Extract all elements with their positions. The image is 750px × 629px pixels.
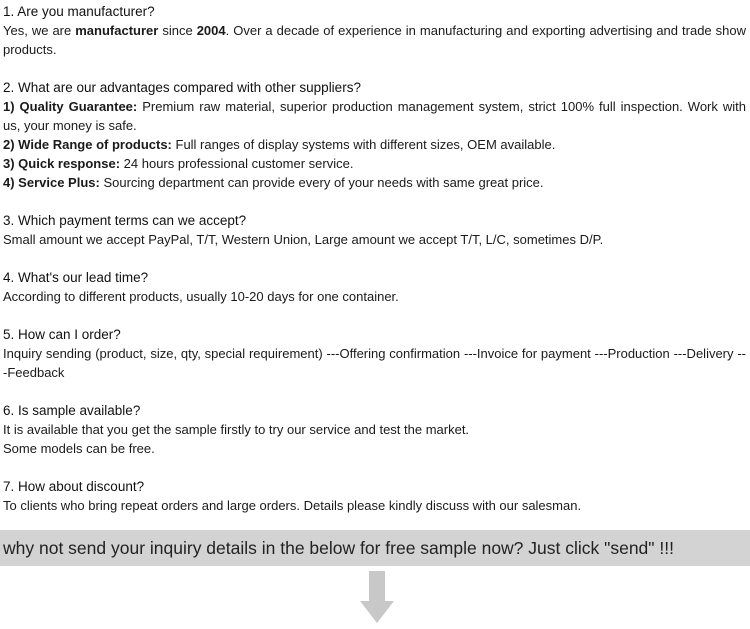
faq-answer: Yes, we are manufacturer since 2004. Over a decade of experience in manufacturing and exporting advertising and trade show products. bbox=[3, 23, 747, 57]
faq-item-discount bbox=[3, 477, 746, 515]
faq-item-advantages bbox=[3, 78, 746, 192]
advantage-point: 2) Wide Range of products: Full ranges of display systems with different sizes, OEM available. bbox=[3, 137, 556, 152]
faq-question: 1. Are you manufacturer? bbox=[3, 4, 155, 19]
faq-question: 2. What are our advantages compared with other suppliers? bbox=[3, 80, 361, 95]
advantage-point: 3) Quick response: 24 hours professional customer service. bbox=[3, 156, 354, 171]
advantage-point: 1) Quality Guarantee: Premium raw material, superior production management system, strict 100% full inspection. Work with us, your money is safe. bbox=[3, 99, 746, 133]
faq-answer: Inquiry sending (product, size, qty, special requirement) ---Offering confirmation ---Invoice for payment ---Production ---Delivery ---Feedback bbox=[3, 346, 746, 380]
faq-section bbox=[3, 2, 746, 534]
faq-question: 4. What's our lead time? bbox=[3, 270, 149, 285]
inquiry-banner: why not send your inquiry details in the below for free sample now? Just click "send" !!! bbox=[0, 530, 750, 566]
faq-answer: Small amount we accept PayPal, T/T, Western Union, Large amount we accept T/T, L/C, sometimes D/P. bbox=[3, 232, 604, 247]
faq-question: 3. Which payment terms can we accept? bbox=[3, 213, 247, 228]
faq-answer: To clients who bring repeat orders and large orders. Details please kindly discuss with our salesman. bbox=[3, 498, 582, 513]
faq-item-lead-time bbox=[3, 268, 746, 306]
faq-item-order bbox=[3, 325, 746, 382]
advantage-point: 4) Service Plus: Sourcing department can provide every of your needs with same great price. bbox=[3, 175, 544, 190]
faq-item-sample bbox=[3, 401, 746, 458]
faq-question: 5. How can I order? bbox=[3, 327, 121, 342]
faq-item-payment bbox=[3, 211, 746, 249]
down-arrow-shape bbox=[360, 571, 394, 623]
faq-answer: It is available that you get the sample firstly to try our service and test the market. bbox=[3, 422, 470, 437]
faq-question: 7. How about discount? bbox=[3, 479, 145, 494]
faq-question: 6. Is sample available? bbox=[3, 403, 141, 418]
faq-answer: According to different products, usually 10-20 days for one container. bbox=[3, 289, 399, 304]
down-arrow-icon bbox=[360, 571, 394, 623]
faq-item-manufacturer bbox=[3, 2, 746, 59]
faq-answer: Some models can be free. bbox=[3, 441, 155, 456]
